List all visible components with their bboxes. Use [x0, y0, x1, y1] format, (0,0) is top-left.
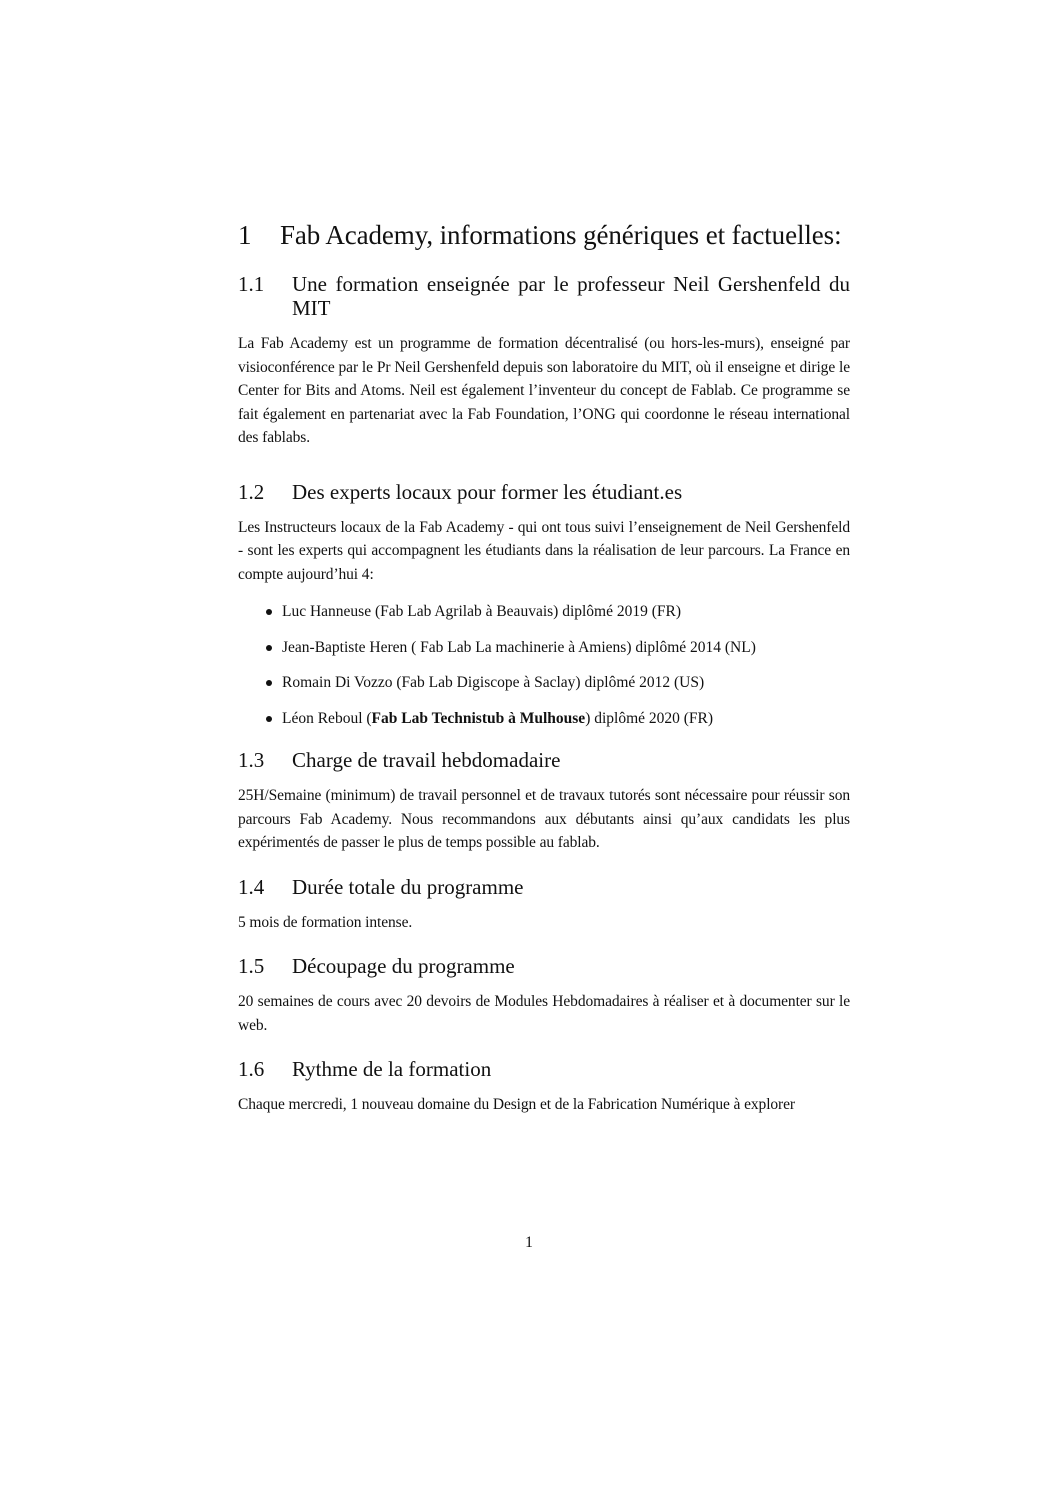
list-item-text: Jean-Baptiste Heren ( Fab Lab La machinerie à Amiens) diplômé 2014 (NL): [282, 638, 756, 656]
bullet-icon: [266, 645, 272, 651]
instructor-list: [238, 600, 850, 730]
subsection-number: 1.2: [238, 479, 265, 504]
subsection-number: 1.3: [238, 748, 265, 772]
bullet-icon: [266, 609, 272, 615]
subsection-number: 1.1: [238, 272, 265, 296]
paragraph-1-1: La Fab Academy est un programme de formation décentralisé (ou hors-les-murs), enseigné par visioconférence par le Pr Neil Gershenfeld depuis son laboratoire du MIT, où il enseigne et dirige le Center for Bits and Atoms. Neil est également l’inventeur du concept de Fablab. Ce programme se fait également en partenariat avec la Fab Foundation, l’ONG qui coordonne le réseau international des fablabs.: [238, 335, 850, 446]
subsection-heading-1-5: [238, 954, 850, 978]
list-item: [238, 671, 850, 695]
subsection-title: Rythme de la formation: [292, 1057, 492, 1081]
bullet-icon: [266, 680, 272, 686]
page-number: 1: [525, 1234, 533, 1251]
subsection-number: 1.4: [238, 874, 265, 899]
section-title: Fab Academy, informations génériques et factuelles:: [280, 220, 842, 250]
section-heading: [238, 220, 850, 250]
subsection-title: Découpage du programme: [292, 954, 515, 978]
bullet-icon: [266, 716, 272, 722]
subsection-heading-1-4: [238, 875, 850, 899]
paragraph-1-3: 25H/Semaine (minimum) de travail personnel et de travaux tutorés sont nécessaire pour réussir son parcours Fab Academy. Nous recommandons aux débutants ainsi qu’aux candidats les plus expérimentés de passer le plus de temps possible au fablab.: [238, 787, 850, 851]
paragraph-1-4: 5 mois de formation intense.: [238, 913, 413, 931]
section-number: 1: [238, 220, 252, 250]
list-item: [238, 600, 850, 624]
list-item: [238, 636, 850, 660]
subsection-number: 1.5: [238, 954, 265, 978]
paragraph-1-5: 20 semaines de cours avec 20 devoirs de Modules Hebdomadaires à réaliser et à documenter sur le web.: [238, 993, 850, 1034]
subsection-heading-1-6: [238, 1057, 850, 1081]
list-item: [238, 707, 850, 731]
subsection-title: Une formation enseignée par le professeur Neil Gershenfeld du MIT: [292, 272, 850, 320]
list-item-text-suffix: ) diplômé 2020 (FR): [585, 709, 714, 727]
subsection-heading-1-2: [238, 480, 850, 504]
subsection-title: Des experts locaux pour former les étudiant.es: [292, 479, 683, 504]
paragraph-1-6: Chaque mercredi, 1 nouveau domaine du Design et de la Fabrication Numérique à explorer: [238, 1096, 795, 1113]
list-item-text-prefix: Léon Reboul (: [282, 709, 372, 727]
subsection-title: Charge de travail hebdomadaire: [292, 748, 561, 772]
document-page: [238, 220, 850, 1137]
subsection-heading-1-3: [238, 748, 850, 772]
subsection-heading-1-1: [238, 272, 850, 320]
paragraph-1-2: Les Instructeurs locaux de la Fab Academy - qui ont tous suivi l’enseignement de Neil Gershenfeld - sont les experts qui accompagnent les étudiants dans la réalisation de leur parcours. La France en compte aujourd’hui 4:: [238, 518, 850, 583]
list-item-text: Romain Di Vozzo (Fab Lab Digiscope à Saclay) diplômé 2012 (US): [282, 674, 705, 691]
list-item-text: Luc Hanneuse (Fab Lab Agrilab à Beauvais) diplômé 2019 (FR): [282, 603, 682, 620]
subsection-number: 1.6: [238, 1057, 265, 1081]
subsection-title: Durée totale du programme: [292, 874, 524, 899]
list-item-text-bold: Fab Lab Technistub à Mulhouse: [371, 709, 586, 727]
